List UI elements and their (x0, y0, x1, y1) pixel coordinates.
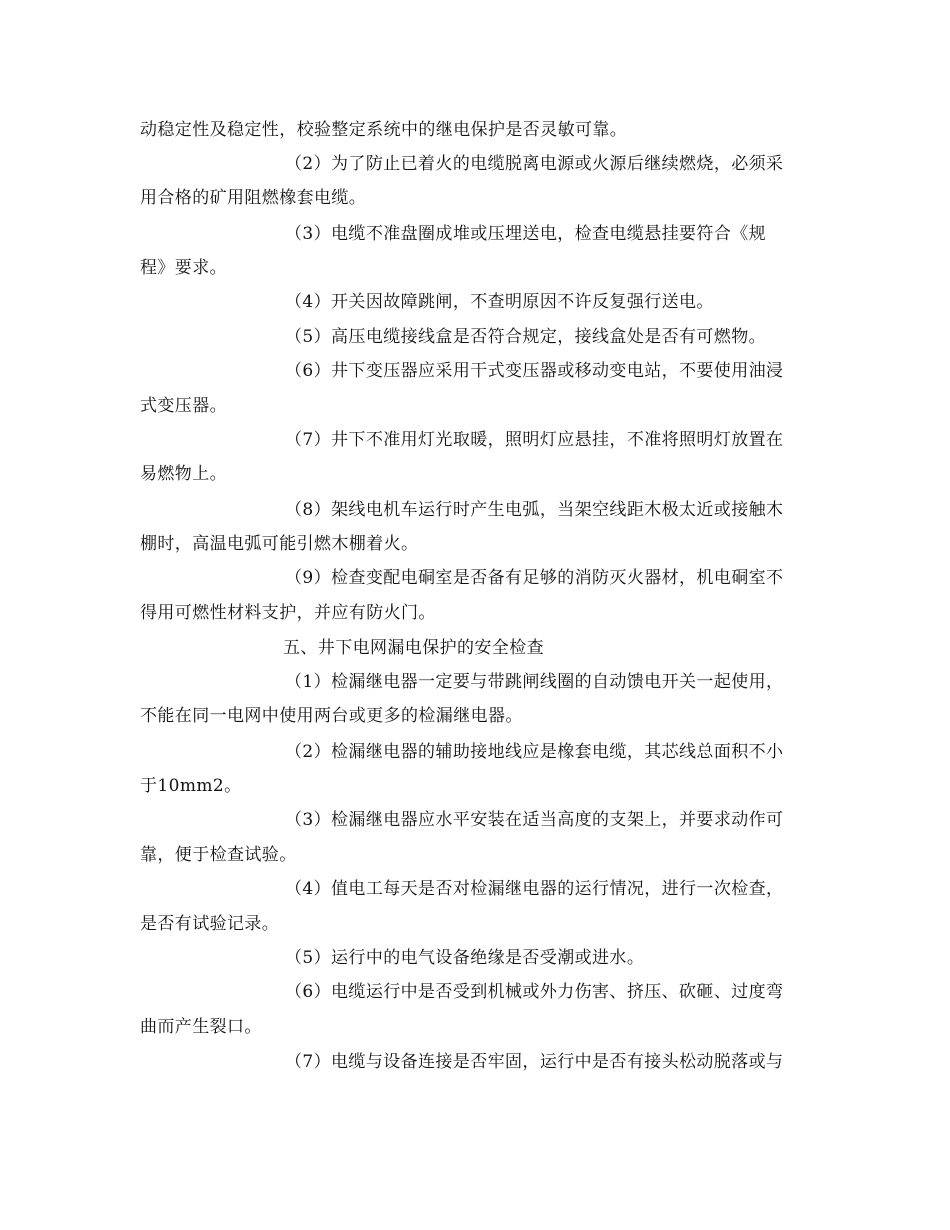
text-line: 易燃物上。 (140, 464, 227, 484)
text-line: （4）值电工每天是否对检漏继电器的运行情况，进行一次检查， (285, 879, 784, 899)
text-line: （6）井下变压器应采用干式变压器或移动变电站，不要使用油浸 (285, 361, 784, 381)
text-line: （7）井下不准用灯光取暖，照明灯应悬挂，不准将照明灯放置在 (285, 430, 784, 450)
text-line: （2）为了防止已着火的电缆脱离电源或火源后继续燃烧，必须采 (285, 154, 784, 174)
text-line: （8）架线电机车运行时产生电弧，当架空线距木极太近或接触木 (285, 500, 784, 520)
text-line: 是否有试验记录。 (140, 914, 280, 934)
text-line: 式变压器。 (140, 396, 227, 416)
text-line: 靠，便于检查试验。 (140, 845, 297, 865)
text-line: （3）电缆不准盘圈成堆或压埋送电，检查电缆悬挂要符合《规 (285, 224, 767, 244)
text-line: （5）运行中的电气设备绝缘是否受潮或进水。 (285, 948, 645, 968)
text-line: 用合格的矿用阻燃橡套电缆。 (140, 188, 367, 208)
text-line: 不能在同一电网中使用两台或更多的检漏继电器。 (140, 706, 523, 726)
text-line: 程》要求。 (140, 258, 227, 278)
text-line: 于10mm2。 (140, 776, 242, 796)
text-line: 得用可燃性材料支护，并应有防火门。 (140, 603, 436, 623)
text-line: （2）检漏继电器的辅助接地线应是橡套电缆，其芯线总面积不小 (285, 742, 784, 762)
text-line: （1）检漏继电器一定要与带跳闸线圈的自动馈电开关一起使用， (285, 672, 784, 692)
text-line: （7）电缆与设备连接是否牢固，运行中是否有接头松动脱落或与 (285, 1052, 784, 1072)
section-heading: 五、井下电网漏电保护的安全检查 (283, 638, 544, 658)
text-line: （3）检漏继电器应水平安装在适当高度的支架上，并要求动作可 (285, 810, 784, 830)
text-line: （6）电缆运行中是否受到机械或外力伤害、挤压、砍砸、过度弯 (285, 982, 784, 1002)
text-line: （9）检查变配电硐室是否备有足够的消防灭火器材，机电硐室不 (285, 568, 784, 588)
text-line: 棚时，高温电弧可能引燃木棚着火。 (140, 534, 419, 554)
text-line: 动稳定性及稳定性，校验整定系统中的继电保护是否灵敏可靠。 (140, 120, 628, 140)
text-line: （4）开关因故障跳闸，不查明原因不许反复强行送电。 (285, 292, 714, 312)
text-line: 曲而产生裂口。 (140, 1017, 262, 1037)
text-line: （5）高压电缆接线盒是否符合规定，接线盒处是否有可燃物。 (285, 327, 767, 347)
